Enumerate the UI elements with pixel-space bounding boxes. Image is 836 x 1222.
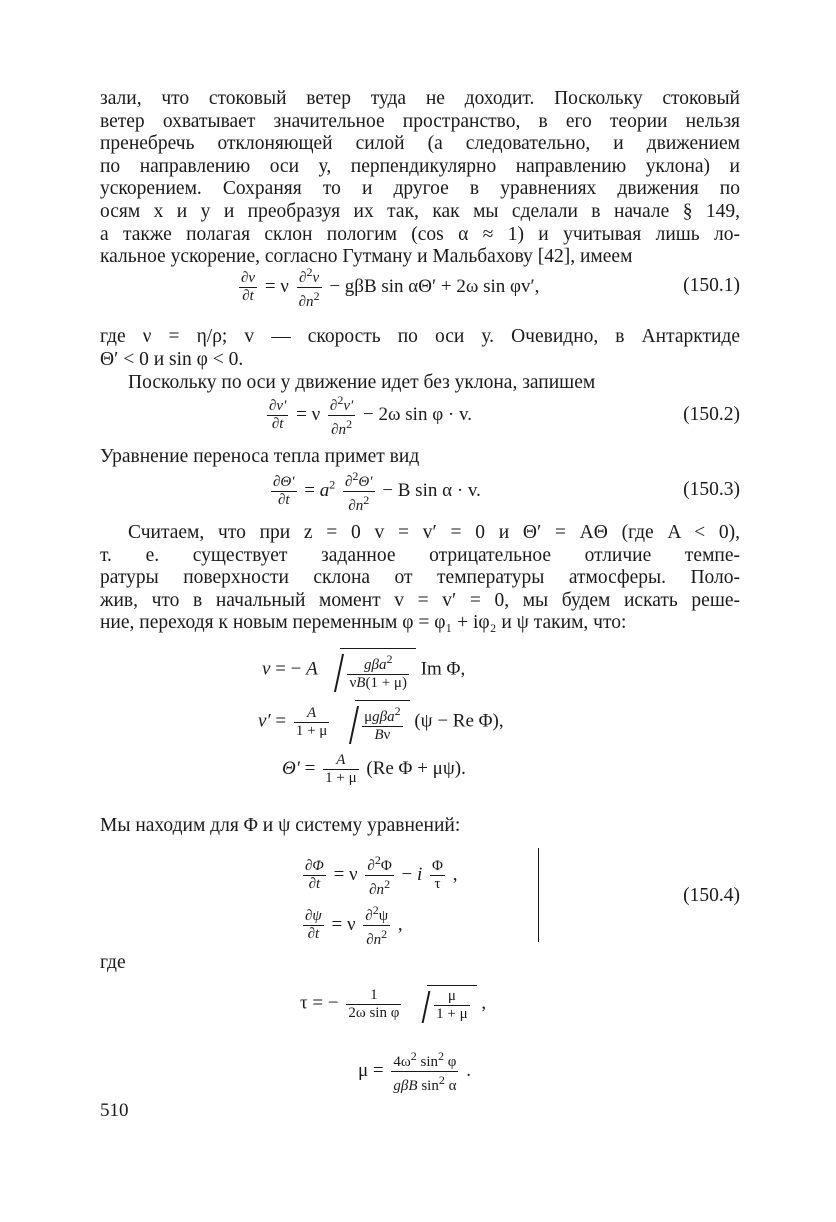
text-line: кальное ускорение, согласно Гутману и Мальбахову [42], имеем — [100, 246, 633, 268]
equation-tau: τ = − $\frac{1}{\text{2ω sin φ}}$ $\frac{\mu}{1 + \mu}$ , — [300, 986, 487, 1022]
text-line: ветер охватывает значительное пространство, в его теории нельзя — [100, 110, 740, 132]
text-line: ние, переходя к новым переменным φ = φ₁ + iφ₂ и ψ таким, что: — [100, 612, 627, 634]
equation-number: (150.1) — [683, 275, 740, 296]
equation-theta-prime: Θ′ = $\frac{A}{1 + \mu}$ (Re Φ + μψ). — [282, 752, 466, 786]
text-line: где ν = η/ρ; v — скорость по оси у. Очевидно, в Антарктиде — [100, 326, 740, 347]
text-line: ускорением. Сохраняя то и другое в уравнениях движения по — [100, 178, 740, 200]
text-line: т. е. существует заданное отрицательное отличие темпе- — [100, 544, 740, 566]
text-line: зали, что стоковый ветер туда не доходит. Поскольку стоковый — [100, 88, 740, 109]
equation-150-2: $\frac{\partial v'}{\partial t}$ = ν $\frac{\partial^2v'}{\partial n^2}$ − 2ω sin φ · v. — [269, 393, 472, 438]
equation-number: (150.2) — [683, 404, 740, 425]
system-brace — [528, 848, 539, 942]
equation-v-prime: v′ = $\frac{A}{1 + \mu}$ $\frac{\mu g\beta a^2}{B\nu}$ (ψ − Re Φ), — [258, 700, 504, 744]
paragraph-3: Поскольку по оси у движение идет без уклона, запишем — [128, 372, 596, 393]
equation-number: (150.3) — [683, 479, 740, 500]
paragraph-2 — [100, 326, 740, 371]
equation-mu: μ = $\frac{4\omega^2 \sin^2 \varphi}{g\beta B \sin^2 \alpha}$ . — [358, 1049, 471, 1094]
equation-150-4-b: $\frac{\partial\psi}{\partial t}$ = ν $\frac{\partial^2\psi}{\partial n^2}$ , — [305, 903, 403, 948]
equation-150-4-a: $\frac{\partial\Phi}{\partial t}$ = ν $\frac{\partial^2\Phi}{\partial n^2}$ − i $\frac{\Phi}{\tau}$ , — [305, 853, 458, 898]
text-line: по направлению оси у, перпендикулярно направлению уклона) и — [100, 155, 740, 177]
text-line: осям х и у и преобразуя их так, как мы сделали в начале § 149, — [100, 200, 740, 222]
paragraph-6: Мы находим для Φ и ψ систему уравнений: — [100, 815, 461, 836]
text-line: жив, что в начальный момент v = v′ = 0, мы будем искать реше- — [100, 589, 740, 611]
text-line: Считаем, что при z = 0 v = v′ = 0 и Θ′ = AΘ (где A < 0), — [128, 522, 740, 543]
equation-v: v = − A $\frac{g\beta a^2}{\nu B(1 + \mu)}$ Im Φ, — [262, 648, 465, 692]
paragraph-4: Уравнение переноса тепла примет вид — [100, 446, 420, 467]
text-line: Θ′ < 0 и sin φ < 0. — [100, 348, 244, 370]
equation-number: (150.4) — [683, 885, 740, 906]
text-line: а также полагая склон пологим (cos α ≈ 1) и учитывая лишь ло- — [100, 223, 740, 245]
text-line: пренебречь отклоняющей силой (а следовательно, и движением — [100, 133, 740, 155]
paragraph-1 — [100, 88, 740, 269]
page-number: 510 — [100, 1100, 129, 1121]
text-line: ратуры поверхности склона от температуры атмосферы. Поло- — [100, 567, 740, 589]
paragraph-7: где — [100, 952, 126, 973]
equation-150-3: $\frac{\partial\Theta'}{\partial t}$ = $a^2$ $\frac{\partial^2\Theta'}{\partial n^2}$ − B sin α · v. — [273, 469, 481, 514]
paragraph-5 — [100, 522, 740, 635]
equation-150-1: $\frac{\partial v}{\partial t}$ = ν $\frac{\partial^2v}{\partial n^2}$ − gβB sin αΘ′ + 2ω sin φv′, — [241, 265, 540, 310]
